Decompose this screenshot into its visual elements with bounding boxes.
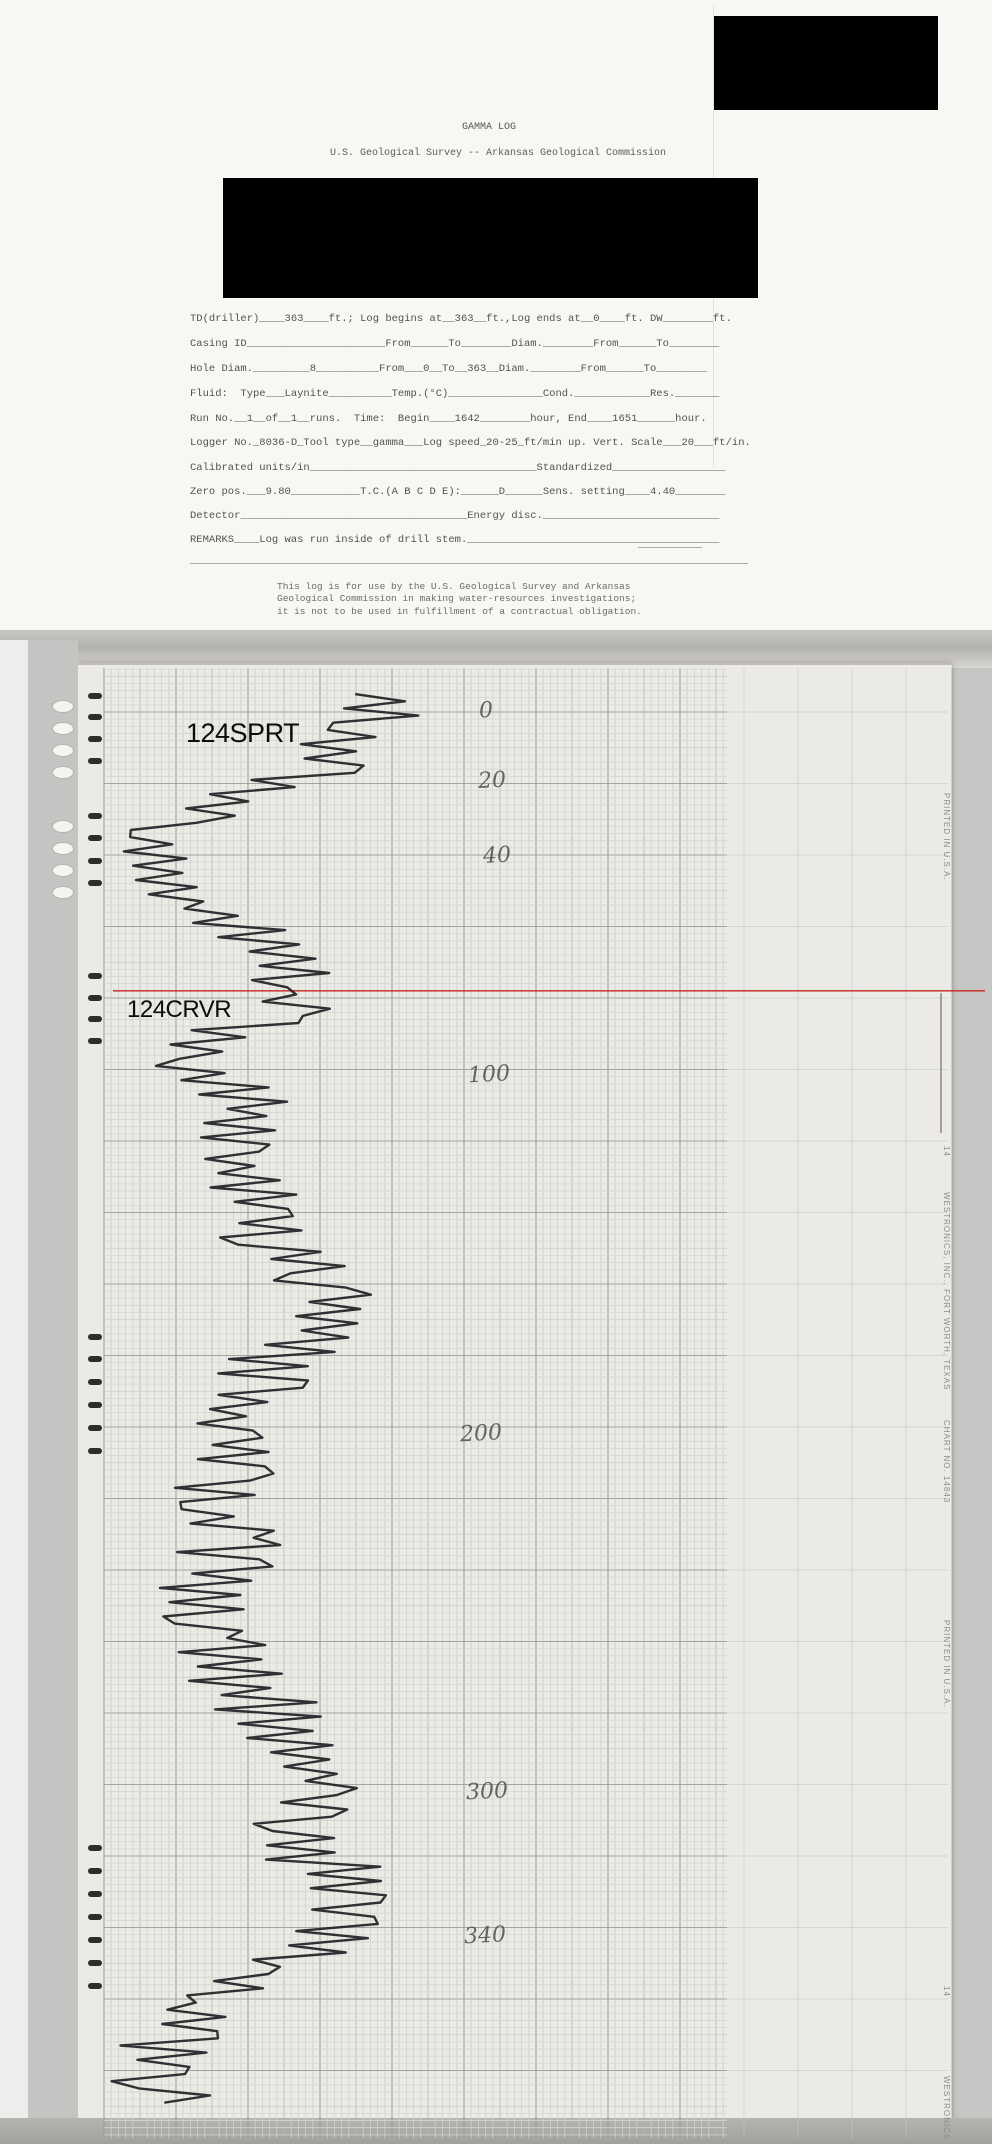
depth-label: 200 bbox=[459, 1420, 503, 1448]
form-line: Casing ID______________________From______To________Diam.________From______To________ bbox=[190, 338, 720, 350]
sprocket-dash bbox=[88, 714, 102, 720]
sprocket-dash bbox=[88, 995, 102, 1001]
sprocket-dash bbox=[88, 693, 102, 699]
form-line: Zero pos.___9.80___________T.C.(A B C D E):______D______Sens. setting____4.40________ bbox=[190, 486, 726, 498]
form-line: TD(driller)____363____ft.; Log begins at__363__ft.,Log ends at__0____ft. DW________ft. bbox=[190, 313, 732, 325]
form-line: Calibrated units/in____________________________________Standardized__________________ bbox=[190, 462, 726, 474]
sprocket-dash bbox=[88, 1038, 102, 1044]
binder-hole bbox=[52, 842, 74, 855]
margin-vertical-text: CHART NO. 14843 bbox=[942, 1420, 951, 1504]
sprocket-dash bbox=[88, 1402, 102, 1408]
form-line: Run No.__1__of__1__runs. Time: Begin____1642________hour, End____1651______hour. bbox=[190, 413, 707, 425]
sprocket-dash bbox=[88, 1379, 102, 1385]
annotation-124sprt: 124SPRT bbox=[186, 718, 300, 748]
sprocket-dash bbox=[88, 1868, 102, 1874]
sprocket-dash bbox=[88, 758, 102, 764]
sprocket-dash bbox=[88, 835, 102, 841]
annotation-124crvr: 124CRVR bbox=[127, 996, 232, 1023]
depth-label: 40 bbox=[482, 842, 512, 869]
sprocket-dash bbox=[88, 1845, 102, 1851]
disclaimer-line: Geological Commission in making water-resources investigations; bbox=[277, 593, 637, 605]
depth-label: 300 bbox=[465, 1777, 509, 1805]
form-line: REMARKS____Log was run inside of drill stem.________________________________________ bbox=[190, 534, 720, 546]
sprocket-dash bbox=[88, 1960, 102, 1966]
form-line: Fluid: Type___Laynite__________Temp.(°C)_______________Cond.____________Res._______ bbox=[190, 388, 720, 400]
sprocket-dash bbox=[88, 813, 102, 819]
margin-vertical-text: 14 bbox=[942, 1986, 951, 1997]
sprocket-dash bbox=[88, 880, 102, 886]
disclaimer-line: it is not to be used in fulfillment of a contractual obligation. bbox=[277, 605, 642, 617]
depth-label: 340 bbox=[463, 1921, 507, 1949]
sprocket-dash bbox=[88, 1983, 102, 1989]
depth-label: 100 bbox=[467, 1060, 511, 1088]
margin-vertical-text: PRINTED IN U.S.A. bbox=[942, 793, 951, 881]
margin-vertical-text: WESTRONICS, INC., FORT WORTH, TEXAS bbox=[942, 1192, 951, 1391]
binder-hole bbox=[52, 886, 74, 899]
sprocket-dash bbox=[88, 1334, 102, 1340]
sprocket-dash bbox=[88, 1356, 102, 1362]
form-line: Logger No._8036-D_Tool type__gamma___Log speed_20-25_ft/min up. Vert. Scale___20___ft/in. bbox=[190, 437, 751, 449]
margin-vertical-text: 14 bbox=[942, 1146, 951, 1157]
sprocket-dash bbox=[88, 1448, 102, 1454]
sprocket-dash bbox=[88, 1016, 102, 1022]
sprocket-dash bbox=[88, 1891, 102, 1897]
sprocket-dash bbox=[88, 1425, 102, 1431]
disclaimer-line: This log is for use by the U.S. Geological Survey and Arkansas bbox=[277, 581, 631, 592]
binder-hole bbox=[52, 700, 74, 713]
form-line: Detector____________________________________Energy disc.____________________________ bbox=[190, 510, 720, 522]
depth-label: 0 bbox=[478, 697, 494, 724]
depth-label: 20 bbox=[477, 767, 507, 794]
binder-hole bbox=[52, 722, 74, 735]
page-title: GAMMA LOG bbox=[462, 122, 517, 133]
binder-hole bbox=[52, 766, 74, 779]
form-line: Hole Diam._________8__________From___0__To__363__Diam.________From______To________ bbox=[190, 363, 707, 375]
sprocket-dash bbox=[88, 736, 102, 742]
sprocket-dash bbox=[88, 1937, 102, 1943]
binder-hole bbox=[52, 744, 74, 757]
sprocket-dash bbox=[88, 858, 102, 864]
sprocket-dash bbox=[88, 973, 102, 979]
margin-vertical-text: WESTRONICS bbox=[942, 2076, 951, 2141]
binder-hole bbox=[52, 820, 74, 833]
page-subtitle: U.S. Geological Survey -- Arkansas Geological Commission bbox=[330, 148, 667, 159]
binder-hole bbox=[52, 864, 74, 877]
margin-vertical-text: PRINTED IN U.S.A. bbox=[942, 1620, 951, 1708]
sprocket-dash bbox=[88, 1914, 102, 1920]
